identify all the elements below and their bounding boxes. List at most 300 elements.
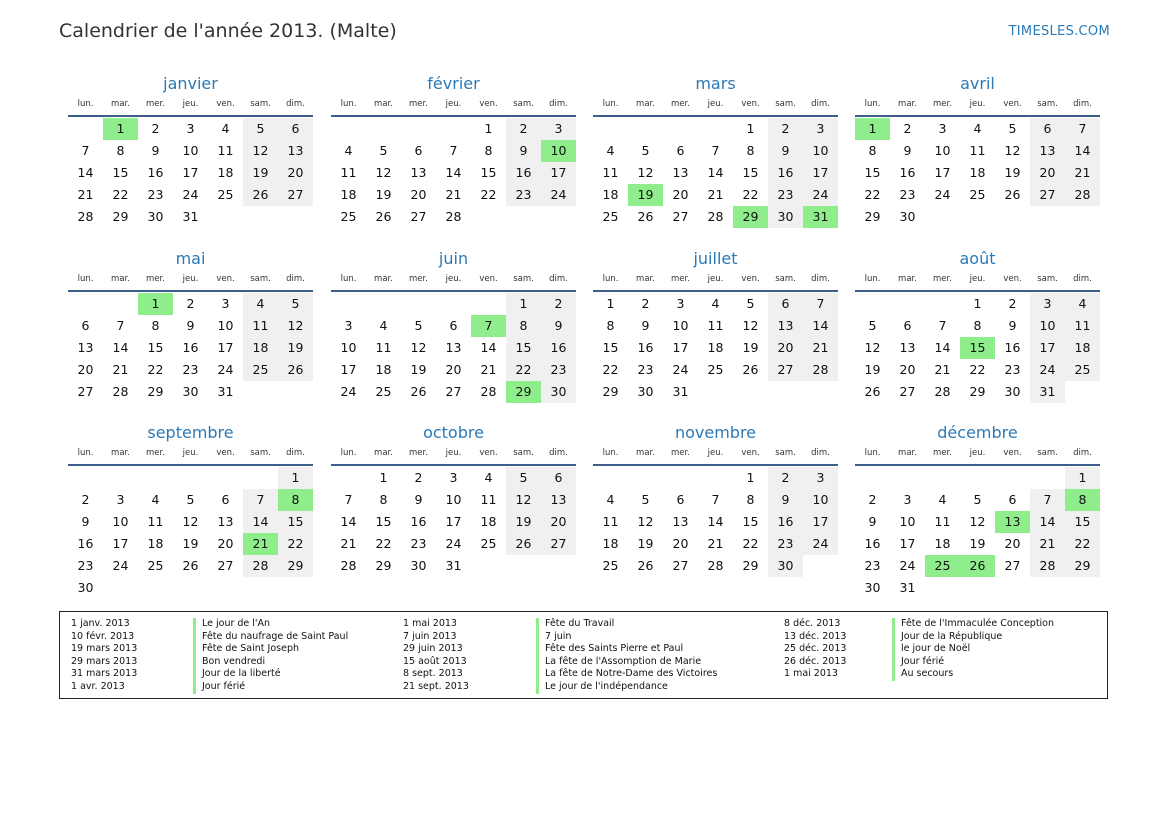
day-cell[interactable]: 30 — [182, 384, 199, 399]
day-cell[interactable]: 12 — [410, 340, 427, 355]
day-cell[interactable]: 1 — [973, 296, 982, 311]
day-cell[interactable]: 22 — [506, 359, 541, 381]
day-cell[interactable]: 25 — [602, 209, 619, 224]
day-cell[interactable]: 21 — [77, 187, 94, 202]
day-cell[interactable]: 30 — [768, 206, 803, 228]
day-cell[interactable]: 28 — [445, 209, 462, 224]
day-cell[interactable]: 10 — [340, 340, 357, 355]
day-cell[interactable]: 9 — [414, 492, 423, 507]
day-cell[interactable]: 29 — [864, 209, 881, 224]
day-cell[interactable]: 24 — [1030, 359, 1065, 381]
day-cell[interactable]: 21 — [1030, 533, 1065, 555]
day-cell[interactable]: 13 — [410, 165, 427, 180]
day-cell[interactable]: 1 — [379, 470, 388, 485]
day-cell[interactable]: 1 — [278, 467, 313, 489]
day-cell[interactable]: 6 — [903, 318, 912, 333]
day-cell[interactable]: 3 — [344, 318, 353, 333]
day-cell[interactable]: 20 — [1004, 536, 1021, 551]
day-cell[interactable]: 5 — [186, 492, 195, 507]
day-cell[interactable]: 3 — [803, 118, 838, 140]
day-cell[interactable]: 5 — [243, 118, 278, 140]
day-cell[interactable]: 28 — [243, 555, 278, 577]
day-cell[interactable]: 28 — [1030, 555, 1065, 577]
day-cell[interactable]: 20 — [1030, 162, 1065, 184]
day-cell[interactable]: 24 — [934, 187, 951, 202]
day-cell[interactable]: 31 — [899, 580, 916, 595]
day-cell[interactable]: 11 — [602, 514, 619, 529]
day-cell[interactable]: 8 — [151, 318, 160, 333]
day-cell[interactable]: 25 — [602, 558, 619, 573]
day-cell[interactable]: 7 — [803, 293, 838, 315]
day-cell[interactable]: 5 — [973, 492, 982, 507]
day-cell[interactable]: 14 — [934, 340, 951, 355]
day-cell[interactable]: 12 — [506, 489, 541, 511]
day-cell[interactable]: 15 — [864, 165, 881, 180]
day-cell[interactable]: 4 — [243, 293, 278, 315]
day-cell[interactable]: 29 — [602, 384, 619, 399]
day-cell[interactable]: 7 — [938, 318, 947, 333]
day-cell[interactable]: 15 — [375, 514, 392, 529]
day-cell[interactable]: 17 — [217, 340, 234, 355]
day-cell[interactable]: 10 — [182, 143, 199, 158]
day-cell[interactable]: 3 — [221, 296, 230, 311]
day-cell[interactable]: 6 — [1008, 492, 1017, 507]
day-cell[interactable]: 27 — [1004, 558, 1021, 573]
day-cell[interactable]: 6 — [541, 467, 576, 489]
day-cell[interactable]: 4 — [484, 470, 493, 485]
holiday-day-cell[interactable]: 10 — [541, 140, 576, 162]
day-cell[interactable]: 21 — [1065, 162, 1100, 184]
day-cell[interactable]: 17 — [112, 536, 129, 551]
day-cell[interactable]: 4 — [938, 492, 947, 507]
day-cell[interactable]: 24 — [899, 558, 916, 573]
day-cell[interactable]: 25 — [243, 359, 278, 381]
day-cell[interactable]: 8 — [379, 492, 388, 507]
day-cell[interactable]: 14 — [445, 165, 462, 180]
day-cell[interactable]: 23 — [637, 362, 654, 377]
day-cell[interactable]: 17 — [1030, 337, 1065, 359]
day-cell[interactable]: 19 — [243, 162, 278, 184]
day-cell[interactable]: 8 — [746, 143, 755, 158]
day-cell[interactable]: 19 — [637, 536, 654, 551]
day-cell[interactable]: 27 — [410, 209, 427, 224]
day-cell[interactable]: 16 — [77, 536, 94, 551]
day-cell[interactable]: 4 — [221, 121, 230, 136]
day-cell[interactable]: 27 — [899, 384, 916, 399]
day-cell[interactable]: 19 — [1004, 165, 1021, 180]
holiday-day-cell[interactable]: 21 — [243, 533, 278, 555]
day-cell[interactable]: 28 — [1065, 184, 1100, 206]
day-cell[interactable]: 26 — [864, 384, 881, 399]
day-cell[interactable]: 12 — [278, 315, 313, 337]
day-cell[interactable]: 16 — [182, 340, 199, 355]
day-cell[interactable]: 9 — [903, 143, 912, 158]
day-cell[interactable]: 26 — [182, 558, 199, 573]
day-cell[interactable]: 22 — [147, 362, 164, 377]
day-cell[interactable]: 5 — [641, 143, 650, 158]
day-cell[interactable]: 30 — [1004, 384, 1021, 399]
holiday-day-cell[interactable]: 1 — [103, 118, 138, 140]
day-cell[interactable]: 26 — [1004, 187, 1021, 202]
day-cell[interactable]: 23 — [541, 359, 576, 381]
day-cell[interactable]: 25 — [969, 187, 986, 202]
day-cell[interactable]: 15 — [506, 337, 541, 359]
day-cell[interactable]: 2 — [414, 470, 423, 485]
day-cell[interactable]: 29 — [278, 555, 313, 577]
day-cell[interactable]: 14 — [803, 315, 838, 337]
brand-link[interactable]: TIMESLES.COM — [1008, 24, 1110, 39]
day-cell[interactable]: 18 — [934, 536, 951, 551]
day-cell[interactable]: 10 — [1030, 315, 1065, 337]
day-cell[interactable]: 18 — [480, 514, 497, 529]
day-cell[interactable]: 12 — [1004, 143, 1021, 158]
day-cell[interactable]: 17 — [445, 514, 462, 529]
day-cell[interactable]: 30 — [410, 558, 427, 573]
day-cell[interactable]: 7 — [116, 318, 125, 333]
day-cell[interactable]: 27 — [1030, 184, 1065, 206]
day-cell[interactable]: 6 — [768, 293, 803, 315]
day-cell[interactable]: 27 — [672, 209, 689, 224]
day-cell[interactable]: 23 — [768, 533, 803, 555]
day-cell[interactable]: 10 — [672, 318, 689, 333]
day-cell[interactable]: 18 — [602, 536, 619, 551]
day-cell[interactable]: 15 — [480, 165, 497, 180]
day-cell[interactable]: 11 — [147, 514, 164, 529]
day-cell[interactable]: 20 — [768, 337, 803, 359]
day-cell[interactable]: 6 — [1030, 118, 1065, 140]
day-cell[interactable]: 19 — [864, 362, 881, 377]
day-cell[interactable]: 1 — [506, 293, 541, 315]
day-cell[interactable]: 24 — [445, 536, 462, 551]
day-cell[interactable]: 31 — [672, 384, 689, 399]
day-cell[interactable]: 14 — [707, 165, 724, 180]
day-cell[interactable]: 11 — [1065, 315, 1100, 337]
day-cell[interactable]: 14 — [1065, 140, 1100, 162]
day-cell[interactable]: 7 — [344, 492, 353, 507]
day-cell[interactable]: 28 — [707, 209, 724, 224]
day-cell[interactable]: 9 — [641, 318, 650, 333]
day-cell[interactable]: 7 — [243, 489, 278, 511]
day-cell[interactable]: 7 — [81, 143, 90, 158]
day-cell[interactable]: 4 — [973, 121, 982, 136]
day-cell[interactable]: 13 — [278, 140, 313, 162]
day-cell[interactable]: 23 — [147, 187, 164, 202]
day-cell[interactable]: 9 — [81, 514, 90, 529]
day-cell[interactable]: 21 — [707, 187, 724, 202]
day-cell[interactable]: 9 — [151, 143, 160, 158]
day-cell[interactable]: 2 — [81, 492, 90, 507]
day-cell[interactable]: 6 — [414, 143, 423, 158]
day-cell[interactable]: 28 — [934, 384, 951, 399]
day-cell[interactable]: 8 — [116, 143, 125, 158]
day-cell[interactable]: 17 — [541, 162, 576, 184]
day-cell[interactable]: 27 — [672, 558, 689, 573]
day-cell[interactable]: 29 — [1065, 555, 1100, 577]
day-cell[interactable]: 21 — [340, 536, 357, 551]
day-cell[interactable]: 9 — [186, 318, 195, 333]
day-cell[interactable]: 16 — [410, 514, 427, 529]
day-cell[interactable]: 31 — [445, 558, 462, 573]
day-cell[interactable]: 26 — [243, 184, 278, 206]
day-cell[interactable]: 14 — [480, 340, 497, 355]
day-cell[interactable]: 16 — [147, 165, 164, 180]
day-cell[interactable]: 20 — [217, 536, 234, 551]
day-cell[interactable]: 8 — [484, 143, 493, 158]
day-cell[interactable]: 26 — [637, 209, 654, 224]
day-cell[interactable]: 20 — [672, 187, 689, 202]
day-cell[interactable]: 12 — [243, 140, 278, 162]
day-cell[interactable]: 25 — [217, 187, 234, 202]
day-cell[interactable]: 3 — [449, 470, 458, 485]
day-cell[interactable]: 18 — [1065, 337, 1100, 359]
day-cell[interactable]: 9 — [768, 140, 803, 162]
day-cell[interactable]: 14 — [77, 165, 94, 180]
day-cell[interactable]: 24 — [112, 558, 129, 573]
day-cell[interactable]: 19 — [969, 536, 986, 551]
day-cell[interactable]: 17 — [803, 511, 838, 533]
holiday-day-cell[interactable]: 1 — [855, 118, 890, 140]
day-cell[interactable]: 23 — [1004, 362, 1021, 377]
day-cell[interactable]: 10 — [803, 489, 838, 511]
day-cell[interactable]: 20 — [278, 162, 313, 184]
day-cell[interactable]: 29 — [112, 209, 129, 224]
day-cell[interactable]: 30 — [768, 555, 803, 577]
day-cell[interactable]: 3 — [676, 296, 685, 311]
day-cell[interactable]: 2 — [541, 293, 576, 315]
day-cell[interactable]: 23 — [410, 536, 427, 551]
day-cell[interactable]: 20 — [541, 511, 576, 533]
day-cell[interactable]: 13 — [541, 489, 576, 511]
day-cell[interactable]: 24 — [217, 362, 234, 377]
day-cell[interactable]: 3 — [541, 118, 576, 140]
day-cell[interactable]: 17 — [340, 362, 357, 377]
day-cell[interactable]: 30 — [864, 580, 881, 595]
day-cell[interactable]: 8 — [973, 318, 982, 333]
day-cell[interactable]: 9 — [868, 514, 877, 529]
day-cell[interactable]: 8 — [868, 143, 877, 158]
day-cell[interactable]: 23 — [899, 187, 916, 202]
day-cell[interactable]: 6 — [221, 492, 230, 507]
day-cell[interactable]: 28 — [77, 209, 94, 224]
day-cell[interactable]: 31 — [217, 384, 234, 399]
day-cell[interactable]: 21 — [803, 337, 838, 359]
day-cell[interactable]: 10 — [217, 318, 234, 333]
day-cell[interactable]: 3 — [938, 121, 947, 136]
day-cell[interactable]: 26 — [375, 209, 392, 224]
day-cell[interactable]: 21 — [934, 362, 951, 377]
day-cell[interactable]: 16 — [1004, 340, 1021, 355]
day-cell[interactable]: 12 — [742, 318, 759, 333]
day-cell[interactable]: 14 — [707, 514, 724, 529]
holiday-day-cell[interactable]: 7 — [471, 315, 506, 337]
day-cell[interactable]: 20 — [672, 536, 689, 551]
day-cell[interactable]: 16 — [637, 340, 654, 355]
day-cell[interactable]: 18 — [602, 187, 619, 202]
day-cell[interactable]: 22 — [112, 187, 129, 202]
day-cell[interactable]: 5 — [379, 143, 388, 158]
day-cell[interactable]: 9 — [1008, 318, 1017, 333]
day-cell[interactable]: 17 — [934, 165, 951, 180]
day-cell[interactable]: 13 — [899, 340, 916, 355]
day-cell[interactable]: 30 — [899, 209, 916, 224]
day-cell[interactable]: 28 — [480, 384, 497, 399]
day-cell[interactable]: 18 — [147, 536, 164, 551]
day-cell[interactable]: 4 — [379, 318, 388, 333]
day-cell[interactable]: 12 — [182, 514, 199, 529]
day-cell[interactable]: 28 — [803, 359, 838, 381]
day-cell[interactable]: 14 — [112, 340, 129, 355]
day-cell[interactable]: 1 — [1065, 467, 1100, 489]
day-cell[interactable]: 22 — [864, 187, 881, 202]
day-cell[interactable]: 31 — [1030, 381, 1065, 403]
day-cell[interactable]: 2 — [1008, 296, 1017, 311]
day-cell[interactable]: 17 — [182, 165, 199, 180]
day-cell[interactable]: 12 — [969, 514, 986, 529]
day-cell[interactable]: 15 — [602, 340, 619, 355]
day-cell[interactable]: 15 — [742, 165, 759, 180]
day-cell[interactable]: 15 — [147, 340, 164, 355]
day-cell[interactable]: 14 — [340, 514, 357, 529]
day-cell[interactable]: 23 — [768, 184, 803, 206]
day-cell[interactable]: 13 — [672, 165, 689, 180]
day-cell[interactable]: 19 — [742, 340, 759, 355]
day-cell[interactable]: 22 — [1065, 533, 1100, 555]
day-cell[interactable]: 31 — [182, 209, 199, 224]
day-cell[interactable]: 20 — [899, 362, 916, 377]
day-cell[interactable]: 3 — [903, 492, 912, 507]
day-cell[interactable]: 1 — [746, 121, 755, 136]
day-cell[interactable]: 2 — [768, 118, 803, 140]
day-cell[interactable]: 16 — [864, 536, 881, 551]
day-cell[interactable]: 24 — [803, 533, 838, 555]
day-cell[interactable]: 30 — [147, 209, 164, 224]
day-cell[interactable]: 22 — [742, 536, 759, 551]
day-cell[interactable]: 6 — [449, 318, 458, 333]
day-cell[interactable]: 30 — [541, 381, 576, 403]
day-cell[interactable]: 1 — [746, 470, 755, 485]
day-cell[interactable]: 22 — [742, 187, 759, 202]
holiday-day-cell[interactable]: 25 — [925, 555, 960, 577]
day-cell[interactable]: 5 — [278, 293, 313, 315]
day-cell[interactable]: 28 — [340, 558, 357, 573]
day-cell[interactable]: 3 — [186, 121, 195, 136]
day-cell[interactable]: 19 — [278, 337, 313, 359]
day-cell[interactable]: 25 — [340, 209, 357, 224]
day-cell[interactable]: 4 — [711, 296, 720, 311]
day-cell[interactable]: 11 — [217, 143, 234, 158]
day-cell[interactable]: 3 — [116, 492, 125, 507]
day-cell[interactable]: 18 — [243, 337, 278, 359]
day-cell[interactable]: 26 — [410, 384, 427, 399]
day-cell[interactable]: 15 — [742, 514, 759, 529]
day-cell[interactable]: 22 — [602, 362, 619, 377]
day-cell[interactable]: 7 — [711, 492, 720, 507]
day-cell[interactable]: 1 — [606, 296, 615, 311]
day-cell[interactable]: 25 — [375, 384, 392, 399]
day-cell[interactable]: 22 — [375, 536, 392, 551]
day-cell[interactable]: 25 — [707, 362, 724, 377]
day-cell[interactable]: 2 — [903, 121, 912, 136]
day-cell[interactable]: 18 — [340, 187, 357, 202]
day-cell[interactable]: 26 — [637, 558, 654, 573]
day-cell[interactable]: 13 — [1030, 140, 1065, 162]
day-cell[interactable]: 1 — [484, 121, 493, 136]
day-cell[interactable]: 16 — [768, 511, 803, 533]
day-cell[interactable]: 27 — [77, 384, 94, 399]
day-cell[interactable]: 19 — [506, 511, 541, 533]
day-cell[interactable]: 8 — [506, 315, 541, 337]
holiday-day-cell[interactable]: 1 — [138, 293, 173, 315]
holiday-day-cell[interactable]: 31 — [803, 206, 838, 228]
day-cell[interactable]: 4 — [606, 492, 615, 507]
day-cell[interactable]: 25 — [147, 558, 164, 573]
day-cell[interactable]: 11 — [934, 514, 951, 529]
day-cell[interactable]: 30 — [637, 384, 654, 399]
day-cell[interactable]: 7 — [449, 143, 458, 158]
holiday-day-cell[interactable]: 8 — [1065, 489, 1100, 511]
day-cell[interactable]: 3 — [1030, 293, 1065, 315]
day-cell[interactable]: 2 — [768, 467, 803, 489]
day-cell[interactable]: 10 — [899, 514, 916, 529]
day-cell[interactable]: 29 — [375, 558, 392, 573]
day-cell[interactable]: 7 — [1030, 489, 1065, 511]
day-cell[interactable]: 24 — [340, 384, 357, 399]
day-cell[interactable]: 21 — [707, 536, 724, 551]
day-cell[interactable]: 11 — [480, 492, 497, 507]
day-cell[interactable]: 6 — [278, 118, 313, 140]
day-cell[interactable]: 13 — [672, 514, 689, 529]
day-cell[interactable]: 12 — [864, 340, 881, 355]
day-cell[interactable]: 10 — [803, 140, 838, 162]
day-cell[interactable]: 9 — [506, 140, 541, 162]
day-cell[interactable]: 5 — [746, 296, 755, 311]
day-cell[interactable]: 26 — [506, 533, 541, 555]
holiday-day-cell[interactable]: 29 — [506, 381, 541, 403]
day-cell[interactable]: 27 — [768, 359, 803, 381]
day-cell[interactable]: 7 — [711, 143, 720, 158]
day-cell[interactable]: 21 — [445, 187, 462, 202]
day-cell[interactable]: 2 — [506, 118, 541, 140]
day-cell[interactable]: 5 — [506, 467, 541, 489]
day-cell[interactable]: 11 — [375, 340, 392, 355]
day-cell[interactable]: 27 — [278, 184, 313, 206]
day-cell[interactable]: 18 — [217, 165, 234, 180]
day-cell[interactable]: 28 — [707, 558, 724, 573]
day-cell[interactable]: 11 — [602, 165, 619, 180]
day-cell[interactable]: 11 — [243, 315, 278, 337]
day-cell[interactable]: 18 — [969, 165, 986, 180]
holiday-day-cell[interactable]: 29 — [733, 206, 768, 228]
day-cell[interactable]: 12 — [637, 165, 654, 180]
day-cell[interactable]: 19 — [410, 362, 427, 377]
day-cell[interactable]: 23 — [77, 558, 94, 573]
day-cell[interactable]: 14 — [1030, 511, 1065, 533]
day-cell[interactable]: 5 — [641, 492, 650, 507]
day-cell[interactable]: 12 — [637, 514, 654, 529]
day-cell[interactable]: 13 — [768, 315, 803, 337]
day-cell[interactable]: 20 — [410, 187, 427, 202]
day-cell[interactable]: 14 — [243, 511, 278, 533]
day-cell[interactable]: 9 — [541, 315, 576, 337]
day-cell[interactable]: 4 — [1065, 293, 1100, 315]
day-cell[interactable]: 24 — [803, 184, 838, 206]
day-cell[interactable]: 5 — [868, 318, 877, 333]
day-cell[interactable]: 17 — [672, 340, 689, 355]
day-cell[interactable]: 27 — [217, 558, 234, 573]
day-cell[interactable]: 20 — [77, 362, 94, 377]
day-cell[interactable]: 13 — [77, 340, 94, 355]
day-cell[interactable]: 29 — [147, 384, 164, 399]
